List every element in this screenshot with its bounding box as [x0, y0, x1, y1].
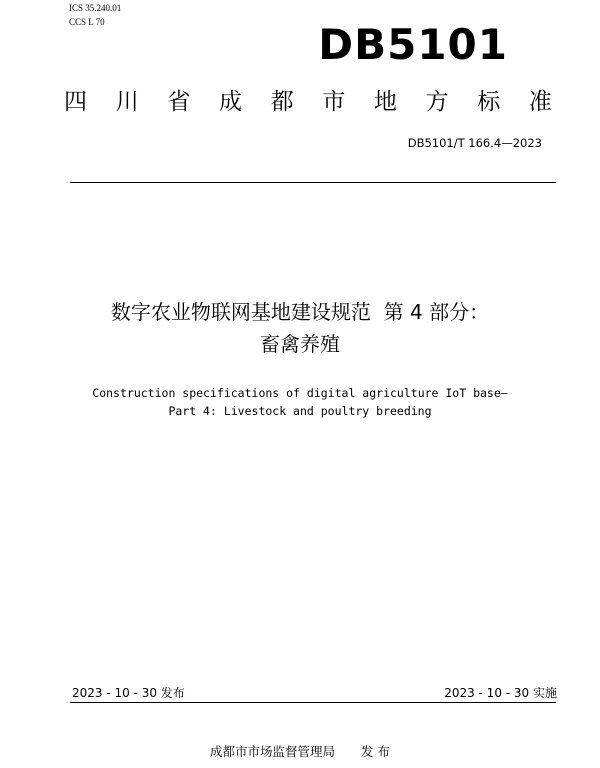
issuer-name: 成都市市场监督管理局	[210, 744, 336, 759]
standard-title-char: 市	[322, 89, 346, 115]
title-en-line2: Part 4: Livestock and poultry breeding	[168, 404, 432, 418]
issue-label: 发 布	[361, 744, 390, 759]
standard-title-char: 准	[528, 89, 552, 115]
ccs-code: CCS L 70	[69, 17, 105, 27]
header-divider	[70, 182, 556, 183]
ics-code: ICS 35.240.01	[69, 3, 122, 13]
db-logo: DB5101	[318, 20, 508, 69]
standard-title-char: 省	[167, 89, 191, 115]
publish-date: 2023 - 10 - 30 发布	[72, 686, 185, 700]
standard-title-char: 川	[115, 89, 139, 115]
standard-title-char: 成	[218, 89, 242, 115]
title-cn-line2: 畜禽养殖	[260, 332, 340, 356]
footer-divider	[70, 702, 556, 703]
document-title-cn	[0, 296, 600, 360]
standard-title-char: 标	[477, 89, 501, 115]
implement-date: 2023 - 10 - 30 实施	[444, 686, 557, 700]
standard-number: DB5101/T 166.4—2023	[407, 136, 542, 150]
standard-title-char: 四	[64, 89, 87, 115]
title-en-line1: Construction specifications of digital agriculture IoT base—	[92, 386, 508, 400]
standard-title-char: 地	[373, 89, 397, 115]
title-cn-line1: 数字农业物联网基地建设规范 第 4 部分：	[110, 300, 490, 324]
standard-title-char: 方	[425, 89, 449, 115]
standard-title-char: 都	[270, 89, 294, 115]
issuer-line	[0, 745, 600, 759]
document-title-en	[0, 384, 600, 420]
standard-title	[64, 88, 552, 116]
classification-codes	[69, 1, 121, 29]
